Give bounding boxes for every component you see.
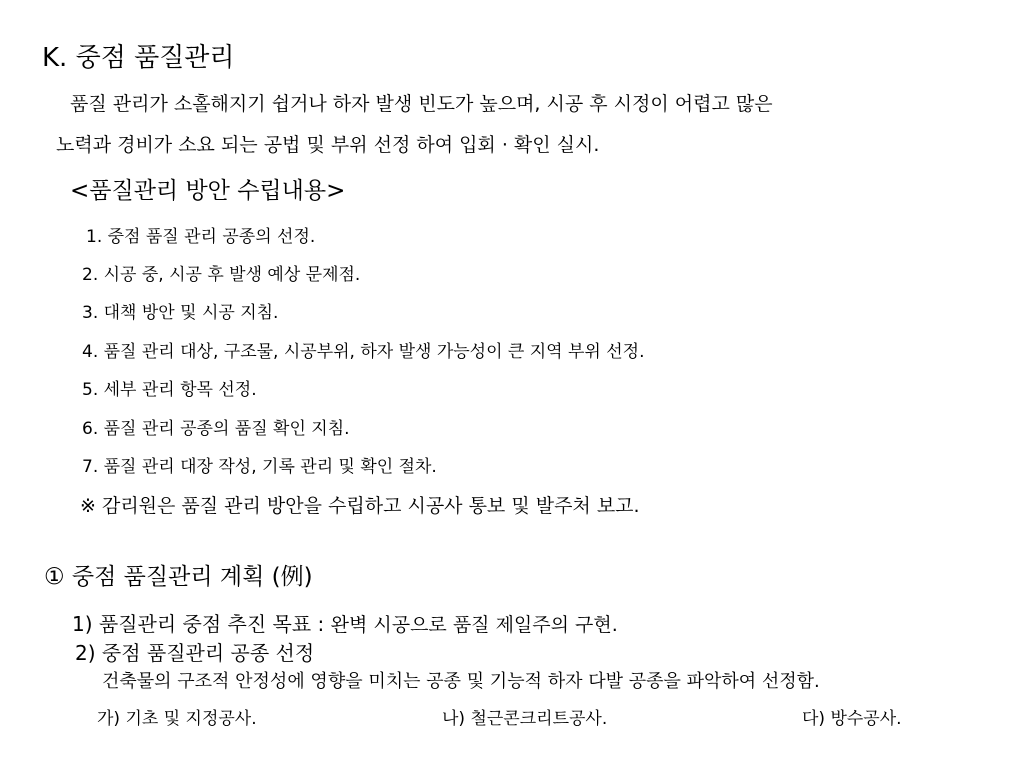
plan-item-6: 6. 품질 관리 공종의 품질 확인 지침. [82,419,350,439]
selection-label: 2) 중점 품질관리 공종 선정 [75,641,315,665]
intro-line-2: 노력과 경비가 소요 되는 공법 및 부위 선정 하여 입회 · 확인 실시. [56,134,600,156]
selection-description: 건축물의 구조적 안정성에 영향을 미치는 공종 및 기능적 하자 다발 공종을 파악하여 선정함. [102,671,820,692]
section-title: K. 중점 품질관리 [42,43,235,73]
goal-row [72,614,618,635]
goal-label: 1) 품질관리 중점 추진 목표 [72,612,312,636]
intro-line-1: 품질 관리가 소홀해지기 쉽거나 하자 발생 빈도가 높으며, 시공 후 시정이 어렵고 많은 [70,93,773,115]
goal-separator: : [311,612,331,636]
plan-note: ※ 감리원은 품질 관리 방안을 수립하고 시공사 통보 및 발주처 보고. [80,495,640,517]
plan-item-2: 2. 시공 중, 시공 후 발생 예상 문제점. [82,265,361,285]
category-waterproofing: 다) 방수공사. [802,709,902,729]
category-reinforced-concrete: 나) 철근콘크리트공사. [442,709,608,729]
plan-item-1: 1. 중점 품질 관리 공종의 선정. [86,227,316,247]
plan-item-7: 7. 품질 관리 대장 작성, 기록 관리 및 확인 절차. [82,457,437,477]
category-foundation: 가) 기초 및 지정공사. [97,709,257,729]
plan-contents-heading: <품질관리 방안 수립내용> [70,178,346,204]
plan-item-3: 3. 대책 방안 및 시공 지침. [82,303,279,323]
goal-value: 완벽 시공으로 품질 제일주의 구현. [330,614,618,636]
plan-heading: ① 중점 품질관리 계획 (例) [44,564,313,590]
plan-item-5: 5. 세부 관리 항목 선정. [82,380,257,400]
plan-item-4: 4. 품질 관리 대상, 구조물, 시공부위, 하자 발생 가능성이 큰 지역 부위 선정. [82,342,645,362]
